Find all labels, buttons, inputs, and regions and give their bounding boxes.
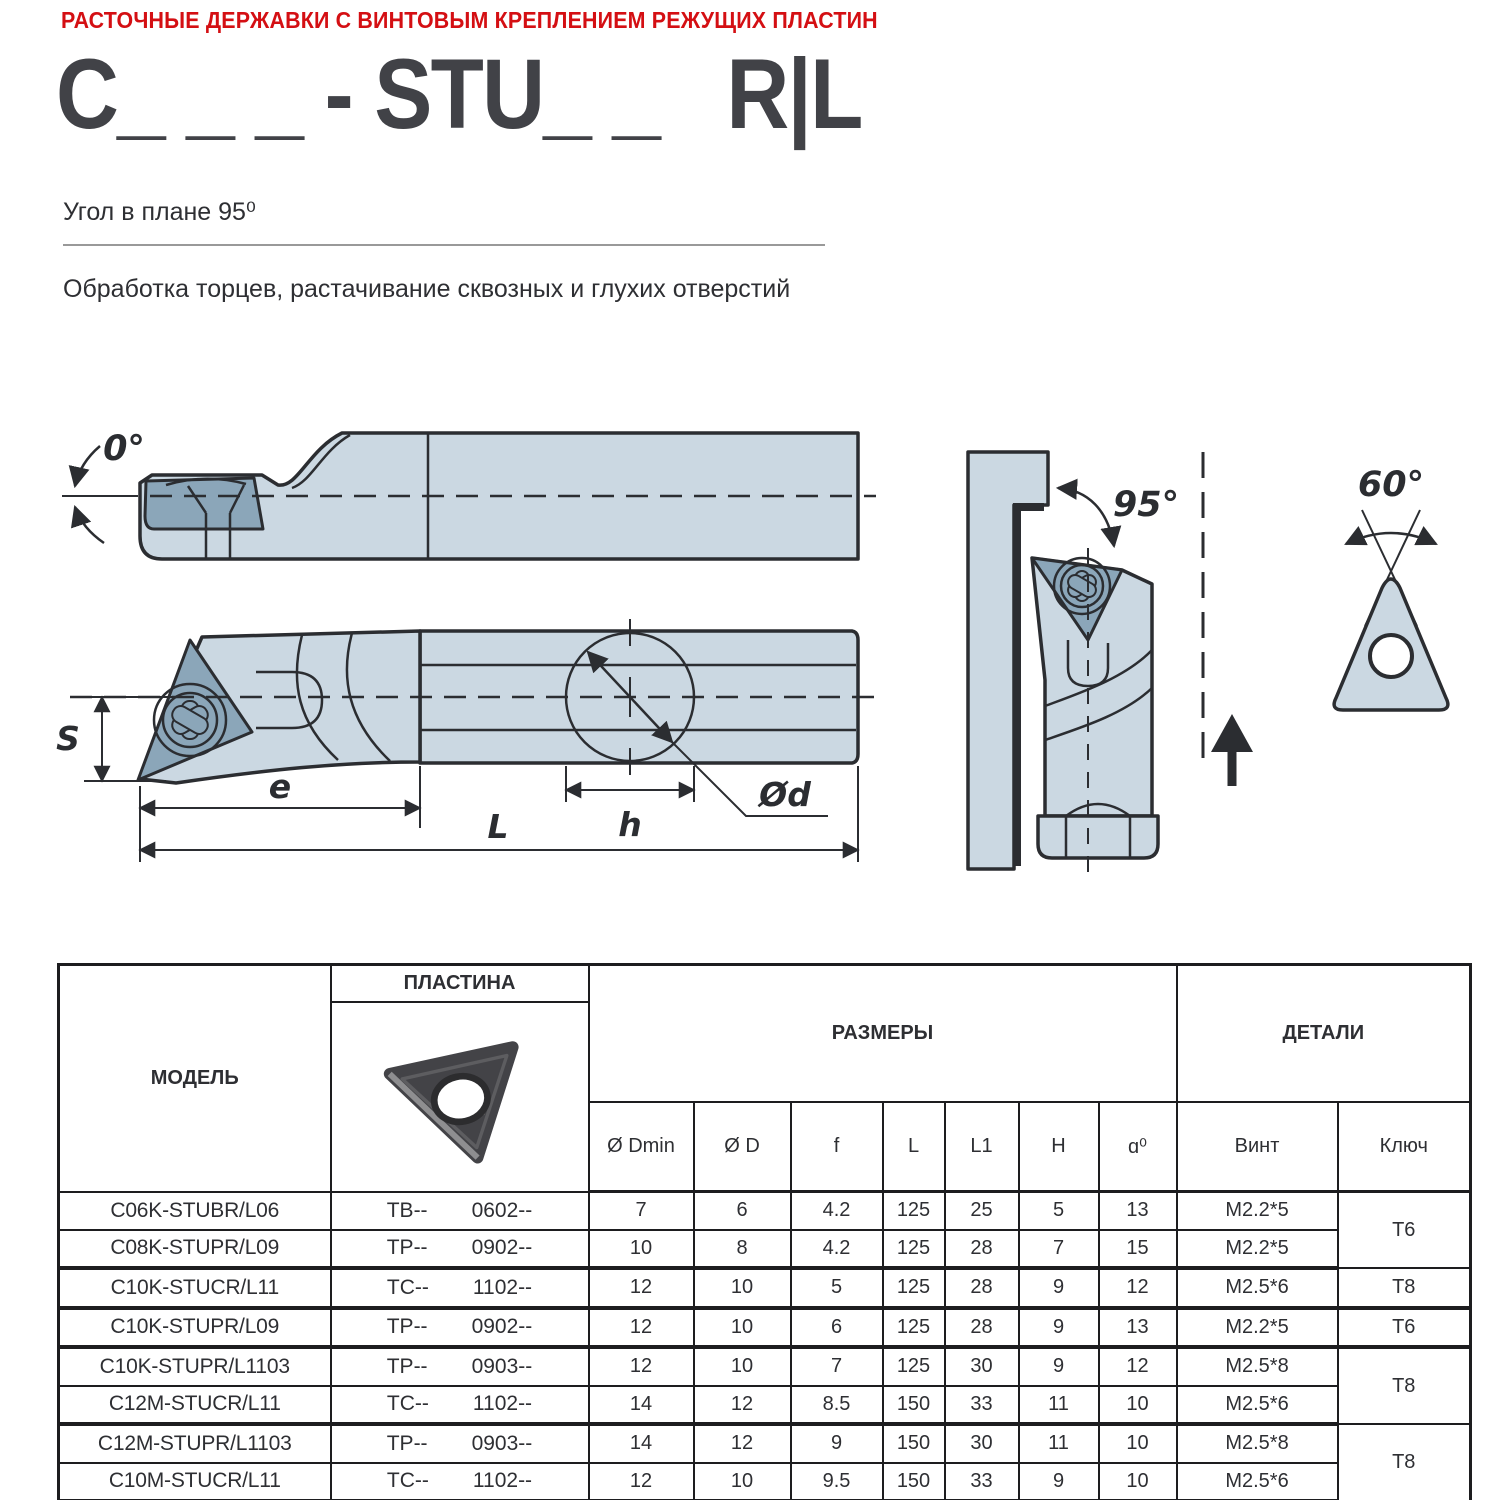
size-cell-l: 125 <box>883 1192 945 1230</box>
plate-cell <box>331 1424 589 1463</box>
l-label: L <box>487 807 509 846</box>
table-row <box>59 1424 1471 1463</box>
size-cell-dmin: 7 <box>589 1192 694 1230</box>
size-cell-a: 13 <box>1099 1308 1177 1348</box>
screw-cell: M2.2*5 <box>1177 1230 1338 1269</box>
plate-cell <box>331 1192 589 1230</box>
h-label: h <box>618 805 642 844</box>
model-cell: C12M-STUCR/L11 <box>59 1386 331 1425</box>
technical-drawing <box>40 388 1480 893</box>
size-cell-d: 10 <box>694 1463 791 1500</box>
model-cell: C10K-STUCR/L11 <box>59 1268 331 1308</box>
size-cell-a: 10 <box>1099 1463 1177 1500</box>
col-header-l1: L1 <box>945 1102 1019 1192</box>
size-cell-dmin: 14 <box>589 1386 694 1425</box>
facing-view <box>968 452 1253 880</box>
insert-photo-cell <box>331 1002 589 1192</box>
size-cell-f: 7 <box>791 1347 883 1386</box>
col-header-h: H <box>1019 1102 1099 1192</box>
plate-code: 0902-- <box>471 1315 533 1339</box>
table-row <box>59 1463 1471 1500</box>
divider <box>63 244 825 246</box>
model-cell: C06K-STUBR/L06 <box>59 1192 331 1230</box>
col-header-key: Ключ <box>1338 1102 1471 1192</box>
plate-cell <box>331 1386 589 1425</box>
size-cell-h: 9 <box>1019 1463 1099 1500</box>
size-cell-d: 6 <box>694 1192 791 1230</box>
size-cell-h: 11 <box>1019 1424 1099 1463</box>
plan-view <box>56 619 876 862</box>
plate-code: TP-- <box>386 1431 428 1455</box>
size-cell-h: 9 <box>1019 1268 1099 1308</box>
size-cell-l1: 25 <box>945 1192 1019 1230</box>
insert-geometry-view <box>1334 465 1448 710</box>
model-cell: C10K-STUPR/L1103 <box>59 1347 331 1386</box>
col-header-plate: ПЛАСТИНА <box>331 965 589 1002</box>
size-cell-f: 4.2 <box>791 1230 883 1269</box>
table-row <box>59 1386 1471 1425</box>
col-header-model: МОДЕЛЬ <box>59 965 331 1192</box>
plan-angle-label: 95° <box>1112 485 1180 525</box>
size-cell-a: 12 <box>1099 1268 1177 1308</box>
spec-table-body <box>59 1192 1471 1500</box>
feed-direction-arrow <box>1211 714 1253 786</box>
size-cell-l1: 28 <box>945 1308 1019 1348</box>
size-cell-f: 4.2 <box>791 1192 883 1230</box>
plate-code: 0903-- <box>471 1354 533 1378</box>
size-cell-h: 9 <box>1019 1347 1099 1386</box>
plan-angle-note: Угол в плане 95⁰ <box>63 198 256 226</box>
size-cell-a: 12 <box>1099 1347 1177 1386</box>
size-cell-dmin: 12 <box>589 1308 694 1348</box>
col-header-a: ɑ⁰ <box>1099 1102 1177 1192</box>
size-cell-a: 13 <box>1099 1192 1177 1230</box>
model-cell: C08K-STUPR/L09 <box>59 1230 331 1269</box>
screw-cell: M2.2*5 <box>1177 1308 1338 1348</box>
screw-cell: M2.2*5 <box>1177 1192 1338 1230</box>
back-angle-label: 0° <box>103 429 145 469</box>
plate-code: TC-- <box>386 1469 429 1493</box>
key-cell: T6 <box>1338 1192 1471 1269</box>
key-cell: T6 <box>1338 1308 1471 1348</box>
size-cell-l: 125 <box>883 1347 945 1386</box>
size-cell-h: 5 <box>1019 1192 1099 1230</box>
size-cell-l1: 33 <box>945 1386 1019 1425</box>
plate-cell <box>331 1230 589 1269</box>
s-label: S <box>56 719 80 758</box>
e-label: e <box>268 767 292 806</box>
size-cell-f: 5 <box>791 1268 883 1308</box>
size-cell-f: 9 <box>791 1424 883 1463</box>
size-cell-l: 150 <box>883 1463 945 1500</box>
plate-cell <box>331 1463 589 1500</box>
size-cell-d: 12 <box>694 1424 791 1463</box>
table-row <box>59 1230 1471 1269</box>
insert-side <box>145 478 263 529</box>
table-row <box>59 1268 1471 1308</box>
insert-photo <box>352 1004 568 1184</box>
size-cell-l1: 30 <box>945 1424 1019 1463</box>
screw-cell: M2.5*6 <box>1177 1463 1338 1500</box>
size-cell-dmin: 10 <box>589 1230 694 1269</box>
plate-code: TC-- <box>386 1275 429 1299</box>
plate-cell <box>331 1347 589 1386</box>
table-row <box>59 1192 1471 1230</box>
size-cell-l: 125 <box>883 1268 945 1308</box>
plate-code: TP-- <box>386 1315 428 1339</box>
model-cell: C10K-STUPR/L09 <box>59 1308 331 1348</box>
key-cell: T8 <box>1338 1347 1471 1424</box>
model-cell: C10M-STUCR/L11 <box>59 1463 331 1500</box>
size-cell-l: 150 <box>883 1424 945 1463</box>
plate-code: 1102-- <box>472 1275 533 1299</box>
size-cell-f: 6 <box>791 1308 883 1348</box>
size-cell-l: 125 <box>883 1308 945 1348</box>
size-cell-a: 10 <box>1099 1424 1177 1463</box>
spec-table <box>57 963 1472 1500</box>
page-eyebrow: РАСТОЧНЫЕ ДЕРЖАВКИ С ВИНТОВЫМ КРЕПЛЕНИЕМ РЕЖУЩИХ ПЛАСТИН <box>61 7 878 33</box>
plate-code: TB-- <box>386 1198 428 1222</box>
model-cell: C12M-STUPR/L1103 <box>59 1424 331 1463</box>
size-cell-dmin: 12 <box>589 1268 694 1308</box>
d-label: Ød <box>759 775 811 814</box>
application-note: Обработка торцев, растачивание сквозных и глухих отверстий <box>63 275 791 303</box>
size-cell-d: 10 <box>694 1268 791 1308</box>
size-cell-a: 10 <box>1099 1386 1177 1425</box>
size-cell-h: 9 <box>1019 1308 1099 1348</box>
page-title: C_ _ _ - STU_ _ R|L <box>56 38 862 149</box>
insert-angle-label: 60° <box>1357 465 1425 505</box>
plate-code: 1102-- <box>472 1469 533 1493</box>
side-view <box>62 429 876 559</box>
col-header-screw: Винт <box>1177 1102 1338 1192</box>
size-cell-h: 11 <box>1019 1386 1099 1425</box>
plate-cell <box>331 1268 589 1308</box>
plate-code: TC-- <box>386 1392 429 1416</box>
plate-code: 0602-- <box>471 1198 533 1222</box>
size-cell-dmin: 12 <box>589 1463 694 1500</box>
size-cell-l: 150 <box>883 1386 945 1425</box>
key-cell: T8 <box>1338 1268 1471 1308</box>
col-header-dmin: Ø Dmin <box>589 1102 694 1192</box>
screw-cell: M2.5*8 <box>1177 1347 1338 1386</box>
size-cell-f: 8.5 <box>791 1386 883 1425</box>
size-cell-h: 7 <box>1019 1230 1099 1269</box>
plate-code: TP-- <box>386 1354 428 1378</box>
col-header-d: Ø D <box>694 1102 791 1192</box>
table-row <box>59 1308 1471 1348</box>
size-cell-l1: 33 <box>945 1463 1019 1500</box>
screw-cell: M2.5*6 <box>1177 1386 1338 1425</box>
size-cell-dmin: 12 <box>589 1347 694 1386</box>
screw-cell: M2.5*6 <box>1177 1268 1338 1308</box>
plate-code: 0902-- <box>471 1236 533 1260</box>
col-header-f: f <box>791 1102 883 1192</box>
col-header-details: ДЕТАЛИ <box>1177 965 1471 1102</box>
size-cell-l: 125 <box>883 1230 945 1269</box>
size-cell-f: 9.5 <box>791 1463 883 1500</box>
size-cell-l1: 30 <box>945 1347 1019 1386</box>
plate-cell <box>331 1308 589 1348</box>
plate-code: 1102-- <box>472 1392 533 1416</box>
table-row <box>59 1347 1471 1386</box>
screw-cell: M2.5*8 <box>1177 1424 1338 1463</box>
key-cell: T8 <box>1338 1424 1471 1500</box>
plate-code: 0903-- <box>471 1431 533 1455</box>
size-cell-l1: 28 <box>945 1230 1019 1269</box>
size-cell-dmin: 14 <box>589 1424 694 1463</box>
col-header-l: L <box>883 1102 945 1192</box>
size-cell-d: 12 <box>694 1386 791 1425</box>
size-cell-d: 8 <box>694 1230 791 1269</box>
size-cell-l1: 28 <box>945 1268 1019 1308</box>
size-cell-d: 10 <box>694 1308 791 1348</box>
size-cell-d: 10 <box>694 1347 791 1386</box>
size-cell-a: 15 <box>1099 1230 1177 1269</box>
plate-code: TP-- <box>386 1236 428 1260</box>
col-header-sizes: РАЗМЕРЫ <box>589 965 1177 1102</box>
